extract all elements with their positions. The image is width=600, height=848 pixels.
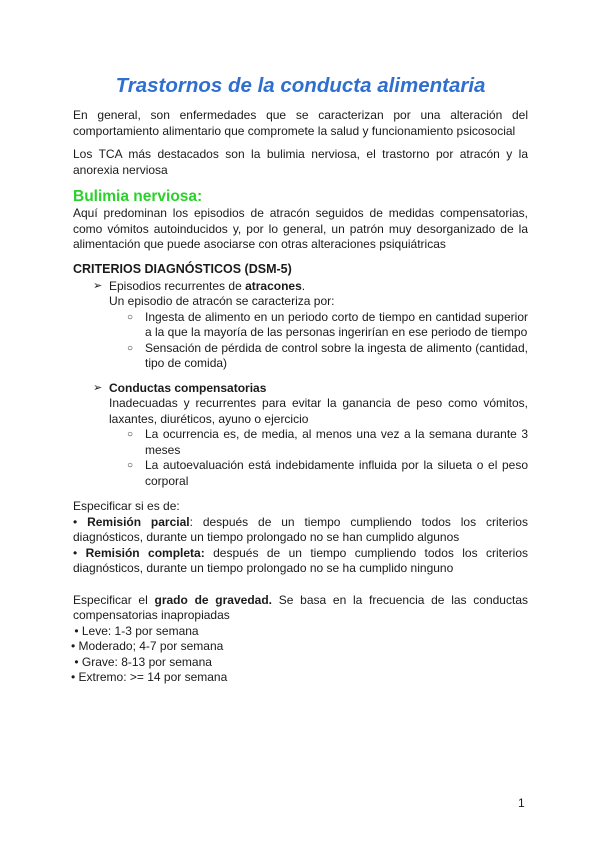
remission-complete-label: Remisión completa: [85, 545, 205, 560]
remission-complete-text: después de un tiempo cumpliendo todos los criterios diagnósticos, durante un tiempo prolongado no se ha cumplido ninguno [73, 545, 529, 575]
intro-paragraph-1: En general, son enfermedades que se caracterizan por una alteración del comportamiento alimentario que compromete la salud y funcionamiento psicosocial [73, 108, 528, 138]
remission-partial-label: Remisión parcial [87, 514, 190, 529]
criteria-item-subtext: Un episodio de atracón se caracteriza por: [109, 294, 335, 308]
criteria-point-text: Ingesta de alimento en un periodo corto de tiempo en cantidad superior a la que la mayoría de las personas ingerirían en ese periodo de tiempo [145, 309, 528, 339]
arrow-bullet-icon: ➢ [93, 279, 103, 292]
criteria-point-text: La autoevaluación está indebidamente influida por la silueta o el peso corporal [145, 458, 528, 488]
circle-bullet-icon: ○ [127, 342, 134, 354]
remission-partial-text: : después de un tiempo cumpliendo todos los criterios diagnósticos, durante un tiempo prolongado no se han cumplido algunos [73, 514, 528, 544]
document-page [73, 74, 528, 686]
criteria-item-suffix: . [301, 278, 306, 293]
specify-intro: Especificar si es de: [73, 499, 180, 513]
circle-bullet-icon: ○ [127, 460, 134, 471]
bullet-icon: • [73, 545, 78, 560]
criteria-item-bold: Conductas compensatorias [109, 380, 267, 395]
arrow-bullet-icon: ➢ [93, 381, 103, 394]
criteria-point [127, 341, 528, 372]
severity-level: • Extremo: >= 14 por semana [71, 670, 228, 684]
criteria-point-text: Sensación de pérdida de control sobre la ingesta de alimento (cantidad, tipo de comida) [145, 340, 528, 370]
section-heading: Bulimia nerviosa: [73, 188, 203, 205]
page-number: 1 [518, 796, 525, 810]
criteria-item-bold: atracones [245, 278, 302, 293]
section-body: Aquí predominan los episodios de atracón seguidos de medidas compensatorias, como vómitos autoinducidos y, por lo general, un patrón muy desorganizado de la alimentación que puede asociarse con otras alteraciones psiquiátricas [73, 206, 528, 251]
remission-complete [73, 546, 528, 577]
remission-partial [73, 515, 528, 546]
criteria-point [127, 310, 528, 341]
bullet-icon: • [73, 514, 78, 529]
criteria-item-subtext: Inadecuadas y recurrentes para evitar la ganancia de peso como vómitos, laxantes, diuréticos, ayuno o ejercicio [109, 396, 528, 426]
severity-level: • Grave: 8-13 por semana [71, 654, 212, 669]
criteria-item-prefix: Episodios recurrentes de [109, 278, 246, 293]
criteria-item-compensatory [93, 381, 528, 397]
criteria-point [127, 427, 528, 458]
severity-bold: grado de gravedad. [154, 592, 272, 607]
circle-bullet-icon: ○ [127, 311, 134, 323]
severity-intro [73, 593, 528, 624]
criteria-heading: CRITERIOS DIAGNÓSTICOS (DSM-5) [73, 261, 292, 276]
criteria-item-binge [93, 279, 528, 295]
intro-paragraph-2: Los TCA más destacados son la bulimia nerviosa, el trastorno por atracón y la anorexia nerviosa [73, 147, 528, 177]
criteria-point [127, 458, 528, 489]
circle-bullet-icon: ○ [127, 429, 134, 440]
severity-level: • Leve: 1-3 por semana [71, 623, 199, 638]
severity-prefix: Especificar el [73, 592, 155, 607]
criteria-point-text: La ocurrencia es, de media, al menos una vez a la semana durante 3 meses [145, 427, 528, 457]
severity-suffix: Se basa en la frecuencia de las conductas compensatorias inapropiadas [73, 592, 528, 622]
document-title: Trastornos de la conducta alimentaria [115, 74, 486, 97]
severity-level: • Moderado; 4-7 por semana [71, 639, 224, 653]
